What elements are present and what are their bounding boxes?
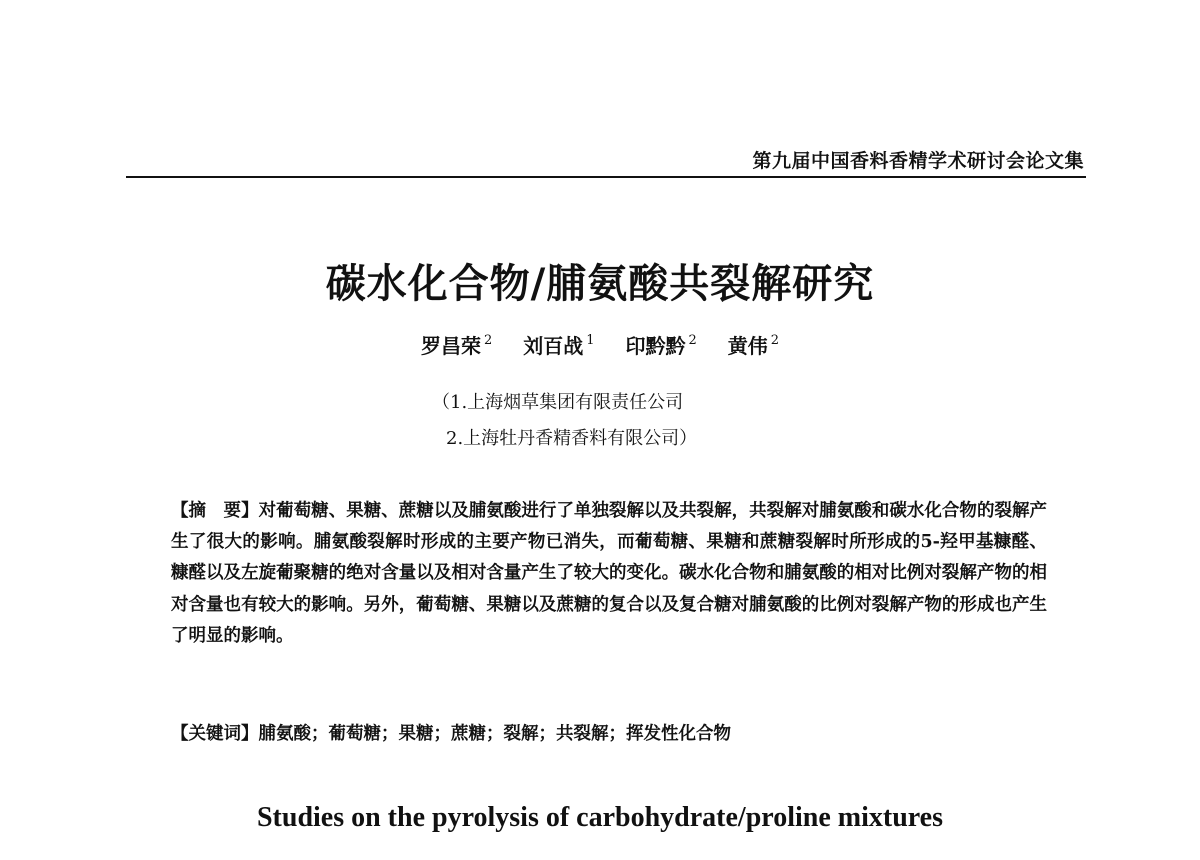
author-name: 刘百战 bbox=[523, 334, 584, 358]
author-affil-mark: 1 bbox=[586, 333, 595, 348]
author-2 bbox=[523, 330, 594, 359]
abstract-label: 【摘 要】 bbox=[171, 501, 259, 521]
author-affil-mark: 2 bbox=[483, 333, 493, 348]
keywords-text: 脯氨酸；葡萄糖；果糖；蔗糖；裂解；共裂解；挥发性化合物 bbox=[258, 724, 731, 744]
author-affil-mark: 2 bbox=[770, 333, 780, 348]
author-name: 黄伟 bbox=[727, 334, 768, 358]
affiliation-text: 2.上海牡丹香精香料有限公司） bbox=[446, 428, 698, 449]
author-4 bbox=[728, 330, 779, 359]
author-name: 印黔黔 bbox=[625, 334, 686, 358]
author-3 bbox=[625, 330, 696, 359]
paper-title-english: Studies on the pyrolysis of carbohydrate/proline mixtures bbox=[256, 802, 944, 833]
author-1 bbox=[421, 330, 492, 359]
header-rule bbox=[126, 176, 1086, 178]
affiliation-1 bbox=[0, 388, 1200, 414]
abstract-text: 对葡萄糖、果糖、蔗糖以及脯氨酸进行了单独裂解以及共裂解，共裂解对脯氨酸和碳水化合物的裂解产生了很大的影响。脯氨酸裂解时形成的主要产物已消失，而葡萄糖、果糖和蔗糖裂解时所形成的5-羟甲基糠醛、糠醛以及左旋葡聚糖的绝对含量以及相对含量产生了较大的变化。碳水化合物和脯氨酸的相对比例对裂解产物的相对含量也有较大的影响。另外，葡萄糖、果糖以及蔗糖的复合以及复合糖对脯氨酸的比例对裂解产物的形成也产生了明显的影响。 bbox=[171, 501, 1048, 646]
author-list bbox=[0, 330, 1200, 359]
author-name: 罗昌荣 bbox=[420, 334, 481, 358]
running-header: 第九届中国香料香精学术研讨会论文集 bbox=[752, 150, 1084, 172]
keywords bbox=[171, 720, 1047, 745]
keywords-label: 【关键词】 bbox=[171, 724, 259, 744]
affiliation-2 bbox=[0, 424, 1200, 450]
paper-title-chinese: 碳水化合物/脯氨酸共裂解研究 bbox=[325, 261, 875, 307]
affiliation-text: （1.上海烟草集团有限责任公司 bbox=[432, 392, 684, 413]
author-affil-mark: 2 bbox=[688, 333, 697, 348]
abstract bbox=[171, 496, 1047, 652]
